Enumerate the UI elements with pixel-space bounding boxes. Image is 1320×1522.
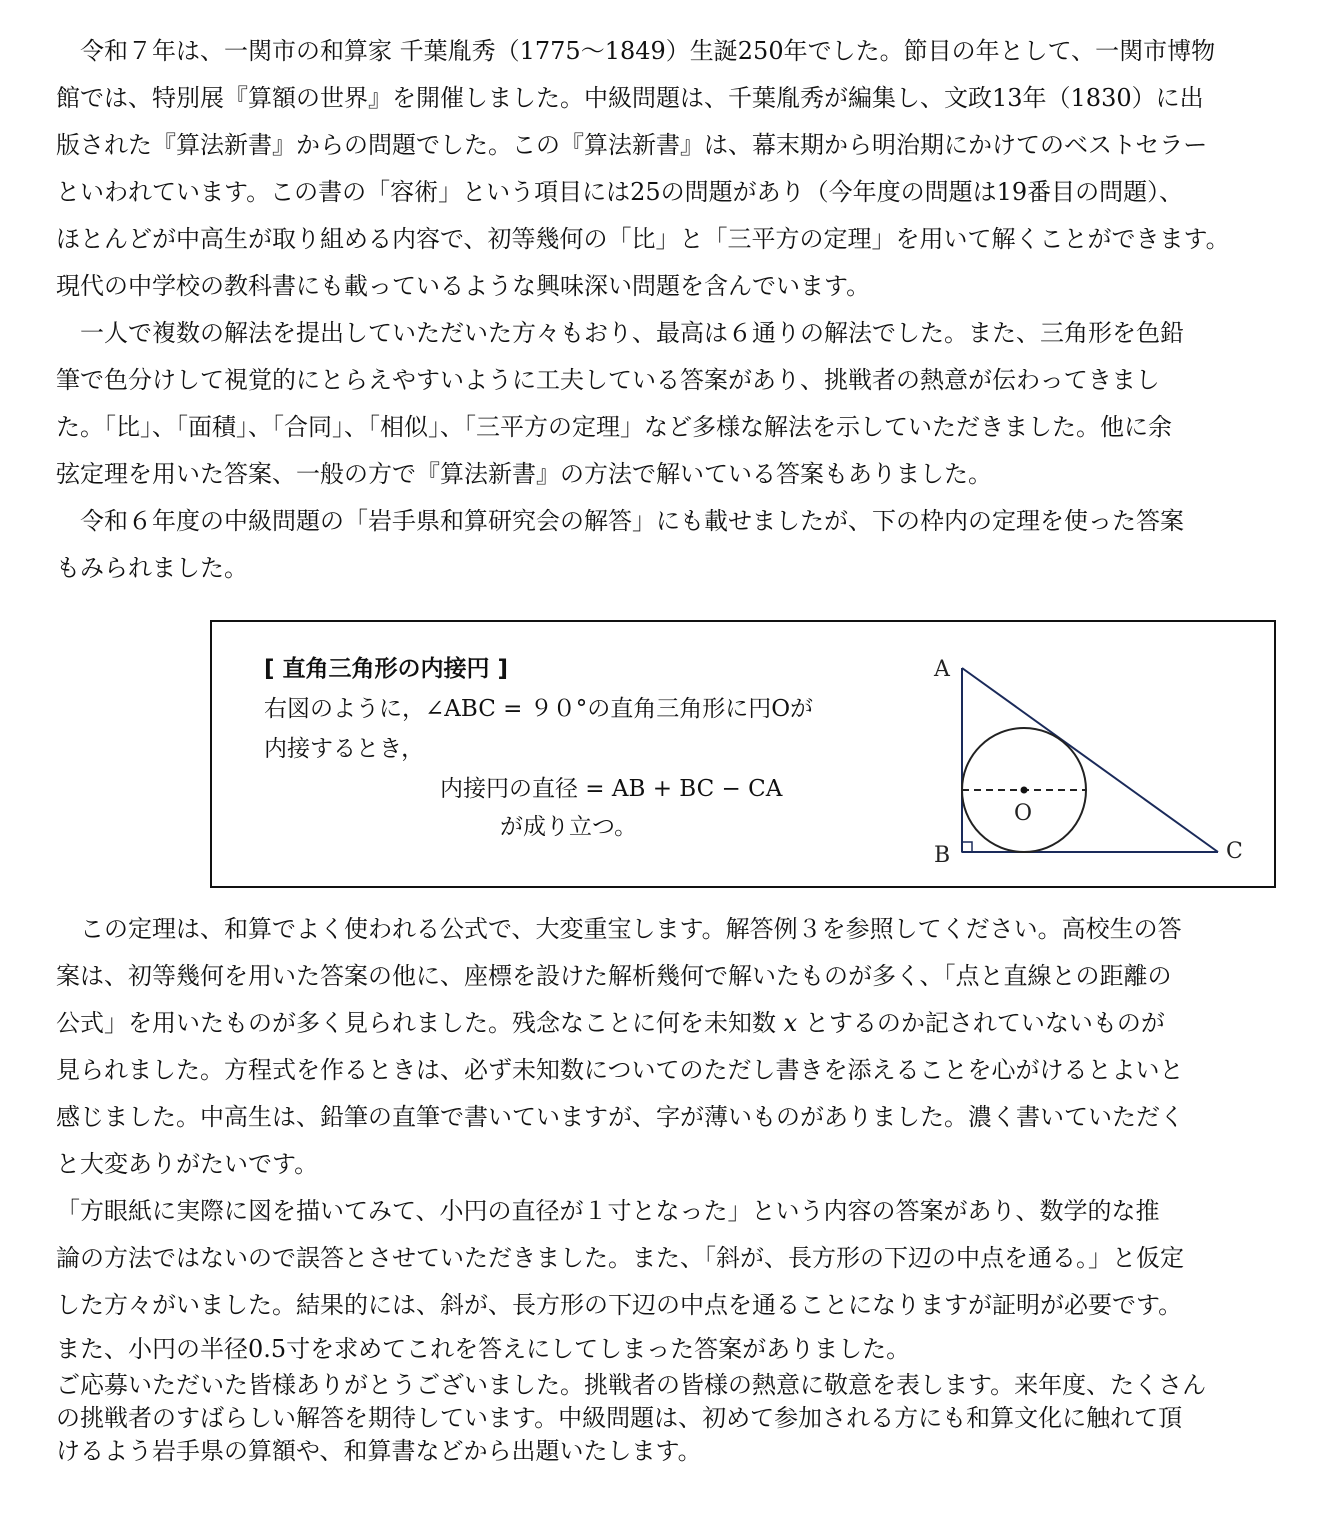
triangle-diagram bbox=[922, 642, 1262, 872]
text-line: もみられました。 bbox=[56, 554, 248, 582]
text-line: 令和７年は、一関市の和算家 千葉胤秀（1775～1849）生誕250年でした。節目の年として、一関市博物 bbox=[56, 37, 1216, 65]
text-line: 弦定理を用いた答案、一般の方で『算法新書』の方法で解いている答案もありました。 bbox=[56, 460, 992, 488]
document-body bbox=[56, 28, 1308, 1468]
right-triangle-figure bbox=[922, 642, 1262, 872]
text-line: 「方眼紙に実際に図を描いてみて、小円の直径が１寸となった」という内容の答案があり、数学的な推 bbox=[56, 1197, 1160, 1225]
text-line: けるよう岩手県の算額や、和算書などから出題いたします。 bbox=[56, 1437, 702, 1465]
text-line: 館では、特別展『算額の世界』を開催しました。中級問題は、千葉胤秀が編集し、文政13年（1830）に出 bbox=[56, 84, 1204, 112]
text-segment: 公式」を用いたものが多く見られました。残念なことに何を未知数 bbox=[56, 1009, 776, 1037]
theorem-box bbox=[210, 620, 1276, 888]
label-a: A bbox=[934, 657, 950, 682]
text-line: 令和６年度の中級問題の「岩手県和算研究会の解答」にも載せましたが、下の枠内の定理を使った答案 bbox=[56, 507, 1184, 535]
theorem-statement: 右図のように，∠ABC = ９０°の直角三角形に円Oが bbox=[264, 696, 814, 722]
theorem-conclusion: が成り立つ。 bbox=[500, 814, 638, 840]
text-line: た。「比」、「面積」、「合同」、「相似」、「三平方の定理」など多様な解法を示していただきました。他に余 bbox=[56, 413, 1172, 441]
text-line: 案は、初等幾何を用いた答案の他に、座標を設けた解析幾何で解いたものが多く、「点と直線との距離の bbox=[56, 962, 1172, 990]
side-ca bbox=[962, 668, 1218, 852]
text-line: 筆で色分けして視覚的にとらえやすいように工夫している答案があり、挑戦者の熱意が伝わってきまし bbox=[56, 366, 1160, 394]
text-line: 現代の中学校の教科書にも載っているような興味深い問題を含んでいます。 bbox=[56, 272, 871, 300]
text-line: 感じました。中高生は、鉛筆の直筆で書いていますが、字が薄いものがありました。濃く書いていただく bbox=[56, 1103, 1184, 1131]
theorem-formula: 内接円の直径 = AB + BC − CA bbox=[440, 776, 783, 802]
intro-section bbox=[56, 28, 1308, 592]
text-line: 論の方法ではないので誤答とさせていただきました。また、「斜が、長方形の下辺の中点を通る。」と仮定 bbox=[56, 1244, 1184, 1272]
label-c: C bbox=[1226, 839, 1243, 864]
text-line bbox=[56, 1000, 1308, 1047]
commentary-section bbox=[56, 906, 1308, 1369]
text-line: 版された『算法新書』からの問題でした。この『算法新書』は、幕末期から明治期にかけてのベストセラー bbox=[56, 131, 1208, 159]
text-line: の挑戦者のすばらしい解答を期待しています。中級問題は、初めて参加される方にも和算文化に触れて頂 bbox=[56, 1404, 1183, 1432]
theorem-title: [ 直角三角形の内接円 ] bbox=[264, 656, 509, 682]
text-line: と大変ありがたいです。 bbox=[56, 1150, 319, 1178]
label-o: O bbox=[1014, 801, 1033, 826]
text-line: といわれています。この書の「容術」という項目には25の問題があり（今年度の問題は19番目の問題）、 bbox=[56, 178, 1184, 206]
text-segment: とするのか記されていないものが bbox=[804, 1009, 1165, 1037]
text-line: ご応募いただいた皆様ありがとうございました。挑戦者の皆様の熱意に敬意を表します。来年度、たくさん bbox=[56, 1371, 1207, 1399]
text-line: した方々がいました。結果的には、斜が、長方形の下辺の中点を通ることになりますが証明が必要です。 bbox=[56, 1291, 1183, 1319]
text-line: 見られました。方程式を作るときは、必ず未知数についてのただし書きを添えることを心がけるとよいと bbox=[56, 1056, 1184, 1084]
closing-section bbox=[56, 1369, 1308, 1468]
right-angle-mark bbox=[962, 842, 972, 852]
text-line: また、小円の半径0.5寸を求めてこれを答えにしてしまった答案がありました。 bbox=[56, 1335, 911, 1363]
text-line: 一人で複数の解法を提出していただいた方々もおり、最高は６通りの解法でした。また、三角形を色鉛 bbox=[56, 319, 1184, 347]
text-line: この定理は、和算でよく使われる公式で、大変重宝します。解答例３を参照してください。高校生の答 bbox=[56, 915, 1182, 943]
center-point bbox=[1021, 787, 1028, 794]
theorem-statement-cont: 内接するとき， bbox=[264, 736, 425, 762]
text-line: ほとんどが中高生が取り組める内容で、初等幾何の「比」と「三平方の定理」を用いて解くことができます。 bbox=[56, 225, 1230, 253]
unknown-variable: x bbox=[783, 1009, 798, 1037]
label-b: B bbox=[934, 843, 951, 868]
